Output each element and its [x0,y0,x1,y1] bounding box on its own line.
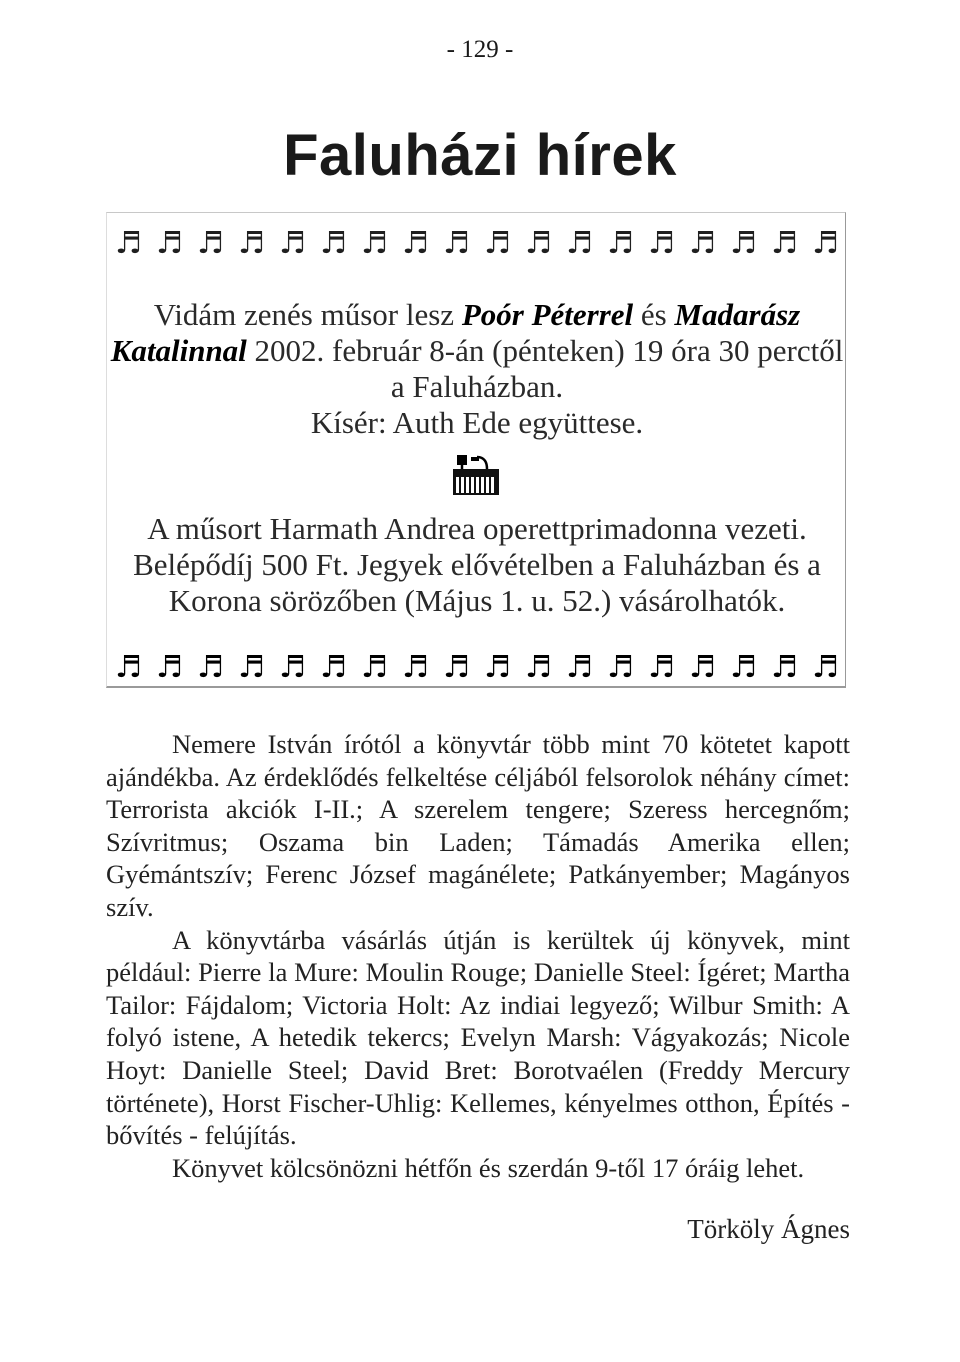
music-note-icon: ♬ [279,226,306,261]
library-purchase-paragraph: A könyvtárba vásárlás útján is kerültek új könyvek, mint például: Pierre la Mure: Moulin Rouge; Danielle Steel: Ígéret; Martha Tailor: Fájdalom; Victoria Holt: Az indiai legyező; Wilbur Smith: A folyó istene, A hetedik tekercs; Evelyn Marsh: Vágyakozás; Nicole Hoyt: Danielle Steel; David Bret: Borotvaélen (Freddy Mercury története), Horst Fischer-Uhlig: Kellemes, kényelmes otthon, Építés - bővítés - felújítás. [106,924,850,1151]
music-note-icon: ♬ [197,650,224,685]
library-hours-paragraph: Könyvet kölcsönözni hétfőn és szerdán 9-től 17 óráig lehet. [172,1152,805,1183]
performer-name-2: Madarász Katalinnal [110,297,801,368]
music-note-icon: ♬ [730,650,757,685]
music-note-icon: ♬ [361,650,388,685]
event-date-text: 2002. február 8-án (pénteken) 19 óra 30 perctől a Faluházban. [246,333,844,404]
music-note-icon: ♬ [525,226,552,261]
music-notes-border-bottom [107,650,847,685]
music-note-icon: ♬ [197,226,224,261]
music-note-icon: ♬ [607,650,634,685]
music-note-icon: ♬ [115,650,142,685]
music-note-icon: ♬ [402,650,429,685]
music-note-icon: ♬ [689,650,716,685]
author-signature: Törköly Ágnes [687,1214,850,1244]
music-note-icon: ♬ [771,650,798,685]
music-note-icon: ♬ [484,650,511,685]
performer-name-1: Poór Péterrel [461,297,634,332]
page-number: - 129 - [446,36,514,63]
event-intro-text: Vidám zenés műsor lesz [153,297,462,332]
music-note-icon: ♬ [361,226,388,261]
music-note-icon: ♬ [320,226,347,261]
music-note-icon: ♬ [238,226,265,261]
library-donation-paragraph: Nemere István írótól a könyvtár több mint 70 kötetet kapott ajándékba. Az érdeklődés felkeltése céljából felsorolok néhány címet: Terrorista akciók I-II.; A szerelem tengere; Szeress hercegnőm; Szívritmus; Oszama bin Laden; Támadás Amerika ellen; Gyémántszív; Ferenc József magánélete; Patkányember; Magányos szív. [106,729,850,922]
ticket-info-text: Belépődíj 500 Ft. Jegyek elővételben a Faluházban és a Korona sörözőben (Május 1. u. 52.) vásárolhatók. [133,547,821,618]
music-note-icon: ♬ [648,226,675,261]
page-title: Faluházi hírek [283,123,677,188]
music-note-icon: ♬ [771,226,798,261]
music-note-icon: ♬ [115,226,142,261]
music-note-icon: ♬ [525,650,552,685]
music-notes-border-top [107,226,847,261]
music-note-icon: ♬ [238,650,265,685]
music-note-icon: ♬ [648,650,675,685]
music-note-icon: ♬ [320,650,347,685]
event-details [107,511,847,619]
music-note-icon: ♬ [566,650,593,685]
music-note-icon: ♬ [484,226,511,261]
music-note-icon: ♬ [156,226,183,261]
music-note-icon: ♬ [279,650,306,685]
host-text: A műsort Harmath Andrea operettprimadonna vezeti. [147,511,807,546]
event-conjunction-text: és [633,297,675,332]
piano-keyboard-icon [451,453,501,497]
music-note-icon: ♬ [566,226,593,261]
music-note-icon: ♬ [730,226,757,261]
event-announcement-box [106,212,846,688]
music-note-icon: ♬ [607,226,634,261]
event-description [107,297,847,441]
library-news [106,728,850,1184]
music-note-icon: ♬ [812,226,839,261]
music-note-icon: ♬ [689,226,716,261]
music-note-icon: ♬ [402,226,429,261]
music-note-icon: ♬ [812,650,839,685]
accompaniment-text: Kísér: Auth Ede együttese. [310,405,644,440]
music-note-icon: ♬ [443,650,470,685]
music-note-icon: ♬ [156,650,183,685]
music-note-icon: ♬ [443,226,470,261]
